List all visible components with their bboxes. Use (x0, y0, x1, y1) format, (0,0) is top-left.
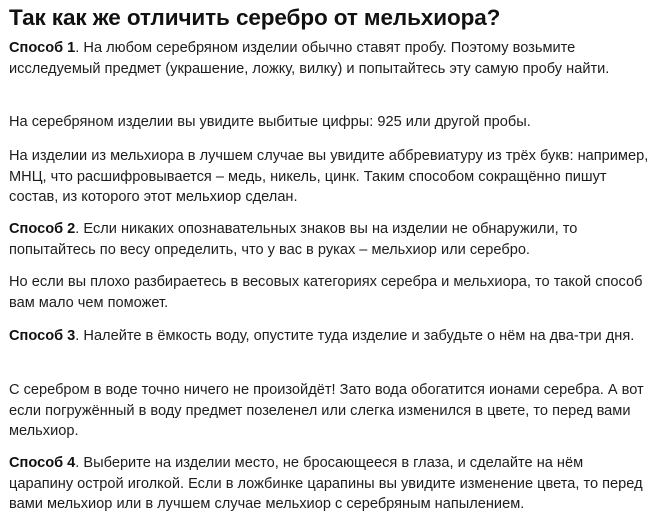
method-3-text: . Налейте в ёмкость воду, опустите туда изделие и забудьте о нём на два-три дня. (75, 328, 635, 344)
method-2-text: . Если никаких опознавательных знаков вы на изделии не обнаружили, то попытайтесь по весу определить, что у вас в руках – мельхиор или серебро. (9, 221, 578, 258)
method-3-label: Способ 3 (9, 328, 76, 344)
paragraph-water-result (9, 380, 651, 442)
paragraph-method-3 (9, 326, 651, 347)
paragraph-method-4 (9, 453, 651, 515)
article-title: Так как же отличить серебро от мельхиора? (9, 5, 501, 30)
weight-note-text: Но если вы плохо разбираетесь в весовых категориях серебра и мельхиора, то такой способ вам мало чем поможет. (9, 274, 643, 311)
water-result-text: С серебром в воде точно ничего не произойдёт! Зато вода обогатится ионами серебра. А вот если погружённый в воду предмет позеленел или слегка изменился в цвете, то перед вами мельхиор. (9, 382, 644, 439)
silver-mark-text: На серебряном изделии вы увидите выбитые цифры: 925 или другой пробы. (9, 114, 531, 130)
melchior-mark-text: На изделии из мельхиора в лучшем случае вы увидите аббревиатуру из трёх букв: например, МНЦ, что расшифровывается – медь, никель, цинк. Таким способом сокращённо пишут состав, из которого этот мельхиор сделан. (9, 148, 649, 205)
paragraph-method-1 (9, 38, 651, 79)
method-1-label: Способ 1 (9, 40, 76, 56)
paragraph-silver-mark (9, 112, 651, 133)
method-4-label: Способ 4 (9, 455, 76, 471)
paragraph-melchior-mark (9, 146, 651, 208)
method-1-text: . На любом серебряном изделии обычно ставят пробу. Поэтому возьмите исследуемый предмет (украшение, ложку, вилку) и попытайтесь эту самую пробу найти. (9, 40, 610, 77)
paragraph-weight-note (9, 272, 651, 313)
method-2-label: Способ 2 (9, 221, 76, 237)
paragraph-method-2 (9, 219, 651, 260)
method-4-text: . Выберите на изделии место, не бросающееся в глаза, и сделайте на нём царапину острой иголкой. Если в ложбинке царапины вы увидите изменение цвета, то перед вами мельхиор или в лучшем случае мельхиор с серебряным напылением. (9, 455, 643, 512)
